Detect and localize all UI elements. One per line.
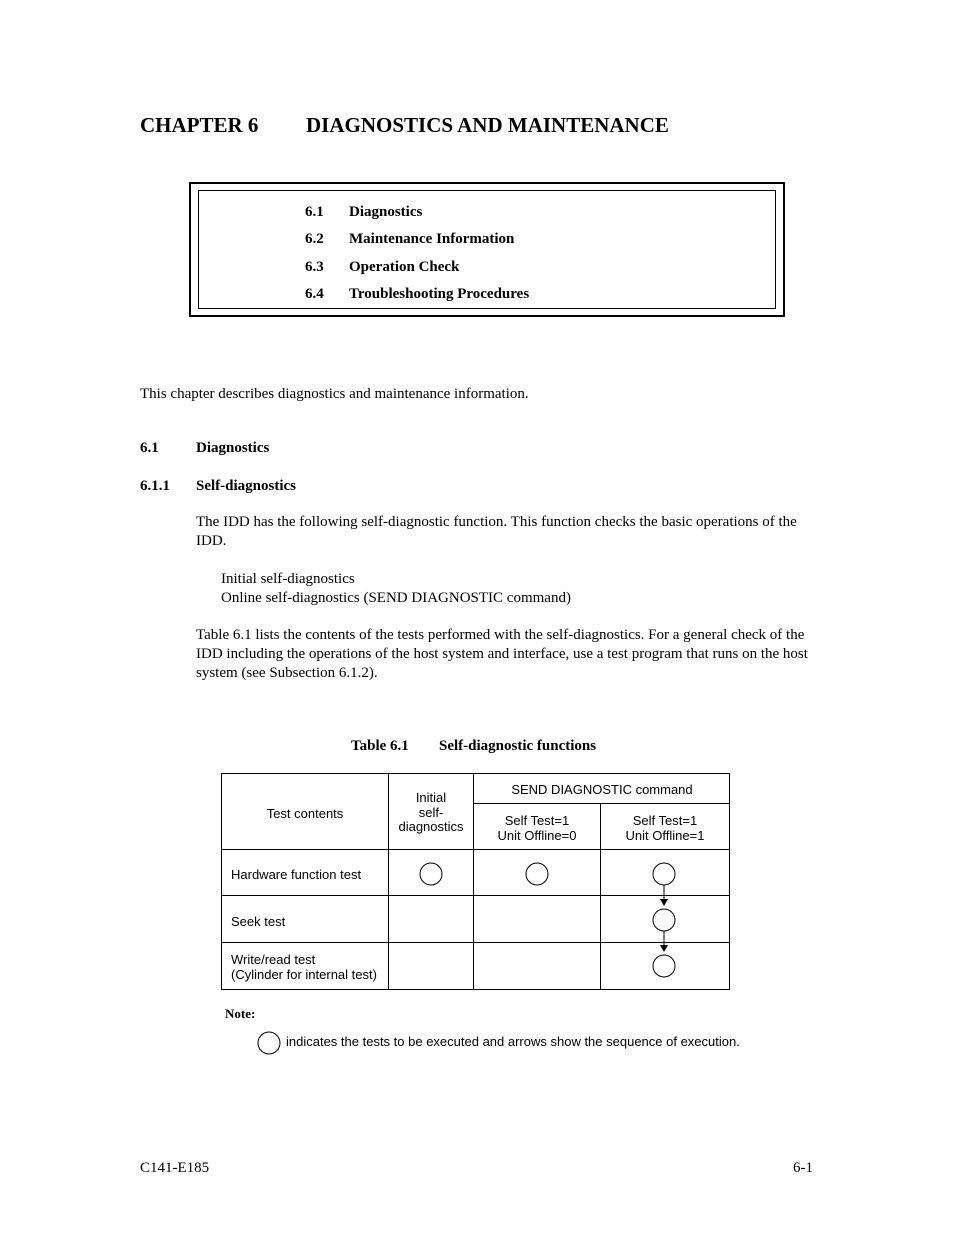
paragraph-2: Table 6.1 lists the contents of the tests performed with the self-diagnostics. For a general check of the IDD including the operations of the host system and interface, use a test program that runs on the host system (see Subsection 6.1.2). [196, 627, 808, 681]
section-heading: 6.1 Diagnostics [140, 440, 270, 456]
note-text: indicates the tests to be executed and arrows show the sequence of execution. [286, 1034, 740, 1049]
row-label: Seek test [231, 914, 286, 929]
row-label: Write/read test [231, 952, 316, 967]
chapter-number: CHAPTER 6 [140, 113, 259, 137]
intro-paragraph: This chapter describes diagnostics and maintenance information. [140, 386, 529, 402]
list-item: Online self-diagnostics (SEND DIAGNOSTIC command) [221, 590, 571, 606]
toc-item[interactable]: 6.1 Diagnostics [305, 204, 423, 220]
header-initial: Initial [415, 790, 447, 805]
row-label: Hardware function test [231, 867, 362, 882]
toc-item[interactable]: 6.4 Troubleshooting Procedures [305, 286, 530, 302]
footer-page-number: 6-1 [793, 1160, 813, 1176]
test-marker-circle [420, 863, 442, 885]
header-send-diagnostic: SEND DIAGNOSTIC command [511, 782, 693, 797]
header-test-contents: Test contents [266, 806, 344, 821]
self-diagnostic-table [220, 772, 732, 992]
toc-item[interactable]: 6.3 Operation Check [305, 259, 460, 275]
toc-item[interactable]: 6.2 Maintenance Information [305, 231, 515, 247]
header-initial: self- [418, 805, 444, 820]
header-offline1: Self Test=1 [632, 813, 698, 828]
chapter-name: DIAGNOSTICS AND MAINTENANCE [306, 113, 669, 137]
list-item: Initial self-diagnostics [221, 571, 355, 587]
header-initial: diagnostics [398, 819, 464, 834]
row-label: (Cylinder for internal test) [231, 967, 377, 982]
paragraph-1: The IDD has the following self-diagnostic function. This function checks the basic operations of the IDD. [196, 514, 797, 549]
circle-marker-icon [257, 1030, 281, 1056]
subsection-heading: 6.1.1 Self-diagnostics [140, 478, 297, 494]
test-marker-circle [653, 909, 675, 931]
chapter-contents-box [189, 182, 785, 317]
diagnostic-list [221, 570, 571, 608]
note-label: Note: [225, 1006, 256, 1021]
sequence-arrow-head [660, 945, 668, 952]
header-offline0: Self Test=1 [504, 813, 570, 828]
test-marker-circle [653, 863, 675, 885]
header-offline0: Unit Offline=0 [497, 828, 577, 843]
test-marker-circle [653, 955, 675, 977]
footer-doc-id: C141-E185 [140, 1160, 210, 1176]
sequence-arrow-head [660, 899, 668, 906]
header-offline1: Unit Offline=1 [625, 828, 705, 843]
table-caption: Table 6.1 Self-diagnostic functions [351, 738, 597, 754]
chapter-contents-inner [198, 190, 776, 309]
test-marker-circle [526, 863, 548, 885]
chapter-title [140, 113, 669, 138]
